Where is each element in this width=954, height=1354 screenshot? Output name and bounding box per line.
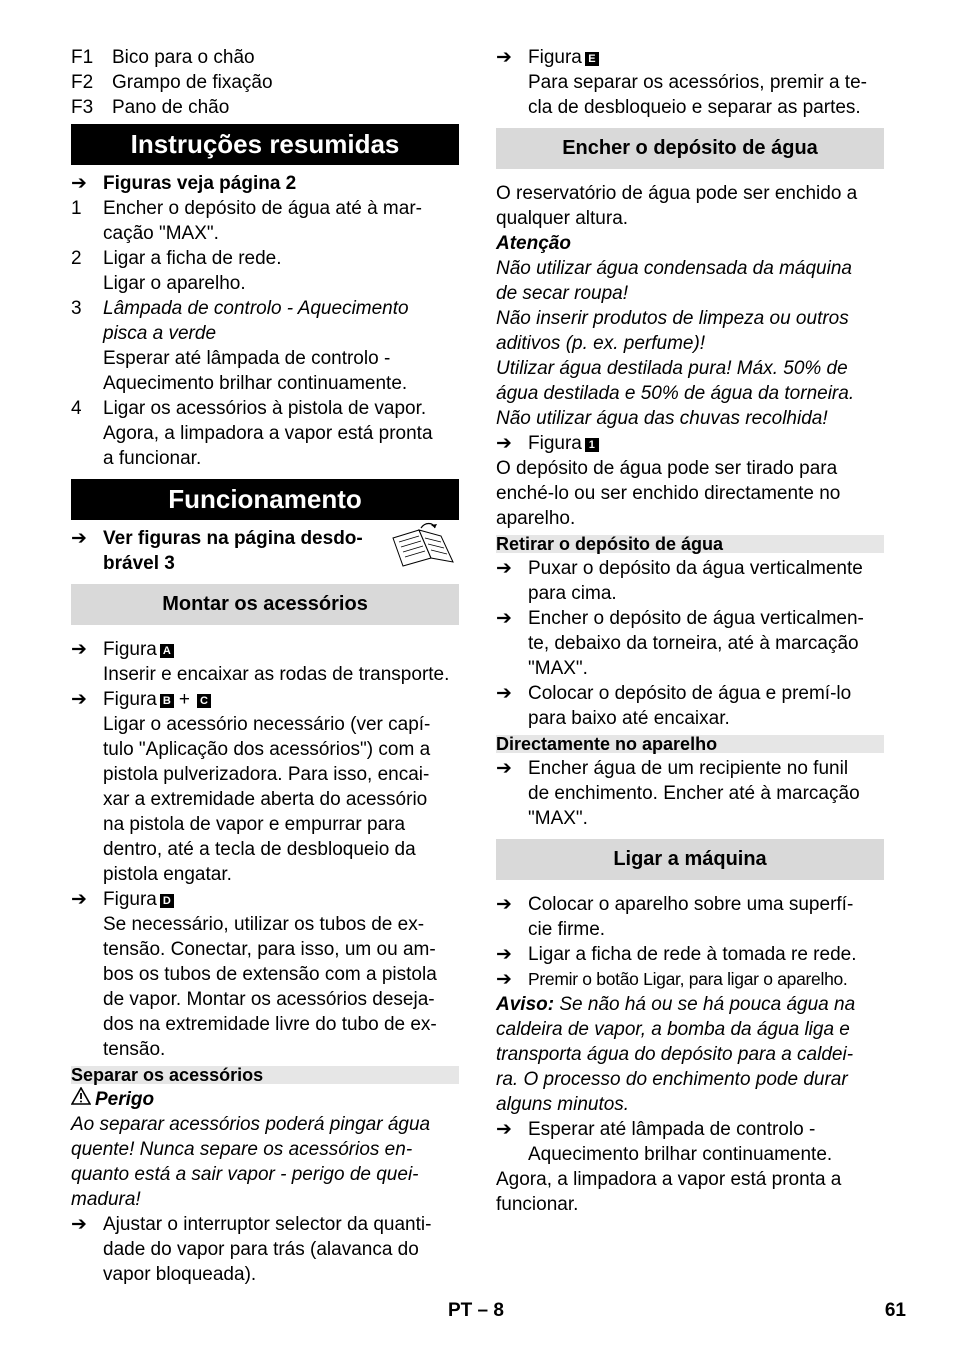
figure-ref-text <box>103 887 174 912</box>
note-text: Se não há ou se há pouca água na <box>554 994 856 1015</box>
footer-section-label: PT – 8 <box>448 1300 504 1321</box>
section-heading-operation: Funcionamento <box>71 479 459 520</box>
arrow-list-item <box>496 1117 884 1142</box>
subsection-heading-direct: Directamente no aparelho <box>496 735 884 753</box>
arrow-right-icon: ➔ <box>496 47 512 68</box>
step-number <box>71 346 103 371</box>
indent <box>496 1142 528 1167</box>
item-text: Ver figuras na página desdo- <box>103 528 363 549</box>
arrow-right-icon: ➔ <box>71 1214 87 1235</box>
step-text: cação "MAX". <box>103 223 219 244</box>
legend-item <box>71 95 459 120</box>
step-number: 2 <box>71 248 82 269</box>
step-text: Ligar o aparelho. <box>103 273 246 294</box>
attention-text: aditivos (p. ex. perfume)! <box>496 333 706 354</box>
item-text: dade do vapor para trás (alavanca do <box>103 1239 419 1260</box>
numbered-step-line <box>71 296 459 321</box>
arrow-list-item <box>496 631 884 656</box>
item-text: "MAX". <box>528 808 588 829</box>
step-number <box>71 221 103 246</box>
step-text: Ligar os acessórios à pistola de vapor. <box>103 398 427 419</box>
note-first-line <box>496 992 884 1017</box>
body-text: Agora, a limpadora a vapor está pronta a <box>496 1169 842 1190</box>
attention-text: Não inserir produtos de limpeza ou outros <box>496 308 849 329</box>
item-text: Encher o depósito de água verticalmen- <box>528 608 864 629</box>
subsection-heading-separate: Separar os acessórios <box>71 1066 459 1084</box>
item-text: de enchimento. Encher até à marcação <box>528 783 860 804</box>
legend-code: F2 <box>71 72 94 93</box>
figure-letter-icon: A <box>160 644 174 658</box>
instruction-text: tensão. <box>103 1039 166 1060</box>
body-text: funcionar. <box>496 1194 579 1215</box>
figure-letter-icon: E <box>585 52 599 66</box>
arrow-right-icon: ➔ <box>496 944 512 965</box>
body-text: enché-lo ou ser enchido directamente no <box>496 483 841 504</box>
note-text: alguns minutos. <box>496 1094 630 1115</box>
figure-reference <box>71 887 459 912</box>
arrow-right-icon: ➔ <box>496 758 512 779</box>
item-text: brável 3 <box>103 553 175 574</box>
arrow-list-item <box>496 942 884 967</box>
step-number: 3 <box>71 298 82 319</box>
section-heading-quick: Instruções resumidas <box>71 124 459 165</box>
body-text: O reservatório de água pode ser enchido a <box>496 183 858 204</box>
danger-warning-text: madura! <box>71 1189 141 1210</box>
operation-intro <box>71 526 459 576</box>
item-text: Colocar o aparelho sobre uma superfí- <box>528 894 854 915</box>
arrow-right-icon: ➔ <box>496 1119 512 1140</box>
legend-code: F3 <box>71 97 94 118</box>
item-text: Encher água de um recipiente no funil <box>528 758 849 779</box>
arrow-list-item <box>496 917 884 942</box>
arrow-right-icon: ➔ <box>71 528 87 549</box>
instruction-text: cla de desbloqueio e separar as partes. <box>528 97 861 118</box>
note-text: caldeira de vapor, a bomba da água liga e <box>496 1019 850 1040</box>
page-number: 61 <box>884 1300 906 1321</box>
numbered-step-line <box>71 446 459 471</box>
attention-text: água destilada e 50% de água da torneira. <box>496 383 855 404</box>
instruction-text: tensão. Conectar, para isso, um ou am- <box>103 939 436 960</box>
figure-letter-icon: D <box>160 894 174 908</box>
arrow-right-icon: ➔ <box>496 894 512 915</box>
step-number: 4 <box>71 398 82 419</box>
step-number <box>71 321 103 346</box>
arrow-list-item <box>496 967 884 992</box>
danger-warning-text: quanto está a sair vapor - perigo de quei- <box>71 1164 419 1185</box>
figures-text: Figuras veja página 2 <box>103 173 297 194</box>
page-footer <box>0 1298 954 1323</box>
numbered-step-line <box>71 246 459 271</box>
figures-reference <box>71 171 459 196</box>
indent <box>496 656 528 681</box>
item-text: te, debaixo da torneira, até à marcação <box>528 633 859 654</box>
numbered-step-line <box>71 321 459 346</box>
step-number <box>71 371 103 396</box>
instruction-text: pistola pulverizadora. Para isso, encai- <box>103 764 430 785</box>
subsection-heading-switch: Ligar a máquina <box>496 839 884 880</box>
step-text: Encher o depósito de água até à mar- <box>103 198 422 219</box>
subsection-heading-remove: Retirar o depósito de água <box>496 535 884 553</box>
item-text: Colocar o depósito de água e premí-lo <box>528 683 852 704</box>
figure-reference <box>496 45 884 70</box>
arrow-list-item <box>496 656 884 681</box>
figure-ref-text <box>528 431 599 456</box>
arrow-list-item <box>496 781 884 806</box>
indent <box>496 706 528 731</box>
note-label: Aviso: <box>496 994 555 1015</box>
danger-warning-text: quente! Nunca separe os acessórios en- <box>71 1139 413 1160</box>
arrow-list-item <box>496 606 884 631</box>
arrow-list-item <box>71 1212 459 1237</box>
indent <box>71 1262 103 1287</box>
numbered-step-line <box>71 221 459 246</box>
indent <box>71 1237 103 1262</box>
figure-word: Figura <box>103 639 157 660</box>
numbered-step-line <box>71 421 459 446</box>
arrow-list-item <box>496 806 884 831</box>
attention-text: de secar roupa! <box>496 283 629 304</box>
arrow-list-item <box>71 1237 459 1262</box>
body-text: qualquer altura. <box>496 208 629 229</box>
figure-word: Figura <box>103 889 157 910</box>
step-text: Agora, a limpadora a vapor está pronta <box>103 423 433 444</box>
attention-label: Atenção <box>496 233 571 254</box>
body-text: aparelho. <box>496 508 576 529</box>
arrow-list-item <box>71 1262 459 1287</box>
item-text: para baixo até encaixar. <box>528 708 730 729</box>
instruction-text: na pistola de vapor e empurrar para <box>103 814 406 835</box>
arrow-list-item <box>496 756 884 781</box>
legend-text: Pano de chão <box>112 97 230 118</box>
indent <box>496 781 528 806</box>
legend-text: Grampo de fixação <box>112 72 273 93</box>
arrow-right-icon: ➔ <box>71 689 87 710</box>
indent <box>496 631 528 656</box>
figure-ref-text <box>103 637 174 662</box>
arrow-right-icon: ➔ <box>496 608 512 629</box>
indent <box>496 917 528 942</box>
step-text: pisca a verde <box>103 323 217 344</box>
fold-out-manual-icon <box>391 522 459 575</box>
body-text: O depósito de água pode ser tirado para <box>496 458 838 479</box>
figure-letter-icon: 1 <box>585 438 599 452</box>
instruction-text: pistola engatar. <box>103 864 232 885</box>
arrow-list-item <box>496 1142 884 1167</box>
legend-code: F1 <box>71 47 94 68</box>
arrow-right-icon: ➔ <box>71 173 87 194</box>
danger-text: Perigo <box>95 1089 155 1110</box>
arrow-right-icon: ➔ <box>496 558 512 579</box>
figure-reference <box>496 431 884 456</box>
arrow-list-item <box>496 556 884 581</box>
instruction-text: Se necessário, utilizar os tubos de ex- <box>103 914 425 935</box>
item-text: Ligar a ficha de rede à tomada re rede. <box>528 944 857 965</box>
step-number <box>71 446 103 471</box>
figure-word: Figura <box>528 433 582 454</box>
instruction-text: dentro, até a tecla de desbloqueio da <box>103 839 416 860</box>
subsection-heading-fill: Encher o depósito de água <box>496 128 884 169</box>
arrow-list-item <box>496 581 884 606</box>
numbered-step-line <box>71 271 459 296</box>
item-text: Premir o botão Ligar, para ligar o aparelho. <box>528 969 848 989</box>
numbered-step-line <box>71 346 459 371</box>
note-text: transporta água do depósito para a caldei- <box>496 1044 854 1065</box>
step-number <box>71 271 103 296</box>
instruction-text: Para separar os acessórios, premir a te- <box>528 72 867 93</box>
instruction-text: de vapor. Montar os acessórios deseja- <box>103 989 435 1010</box>
numbered-step-line <box>71 371 459 396</box>
instruction-text: xar a extremidade aberta do acessório <box>103 789 428 810</box>
legend-text: Bico para o chão <box>112 47 255 68</box>
arrow-right-icon: ➔ <box>71 889 87 910</box>
figure-word: Figura <box>528 47 582 68</box>
instruction-text: Inserir e encaixar as rodas de transporte. <box>103 664 450 685</box>
item-text: Aquecimento brilhar continuamente. <box>528 1144 833 1165</box>
item-text: para cima. <box>528 583 617 604</box>
step-text: Aquecimento brilhar continuamente. <box>103 373 408 394</box>
subsection-heading-mount: Montar os acessórios <box>71 584 459 625</box>
item-text: "MAX". <box>528 658 588 679</box>
item-text: vapor bloqueada). <box>103 1264 257 1285</box>
danger-label <box>71 1087 459 1112</box>
danger-warning-text: Ao separar acessórios poderá pingar água <box>71 1114 431 1135</box>
indent <box>496 806 528 831</box>
right-column <box>496 45 884 1217</box>
item-text: Ajustar o interruptor selector da quanti- <box>103 1214 432 1235</box>
legend-item <box>71 45 459 70</box>
instruction-text: tulo "Aplicação dos acessórios") com a <box>103 739 431 760</box>
figure-letter-icon: B <box>160 694 174 708</box>
instruction-text: Ligar o acessório necessário (ver capí- <box>103 714 431 735</box>
step-text: Lâmpada de controlo - Aquecimento <box>103 298 409 319</box>
figure-ref-text <box>528 45 599 70</box>
arrow-right-icon: ➔ <box>71 639 87 660</box>
figure-reference <box>71 637 459 662</box>
instruction-text: dos na extremidade livre do tubo de ex- <box>103 1014 437 1035</box>
figure-word: Figura <box>103 689 157 710</box>
arrow-list-item <box>496 706 884 731</box>
legend-item <box>71 70 459 95</box>
arrow-right-icon: ➔ <box>496 969 512 990</box>
indent <box>71 551 103 576</box>
figure-letter-icon: C <box>197 694 211 708</box>
left-column <box>71 45 459 1287</box>
step-text: Esperar até lâmpada de controlo - <box>103 348 391 369</box>
step-text: a funcionar. <box>103 448 202 469</box>
step-text: Ligar a ficha de rede. <box>103 248 282 269</box>
arrow-list-item <box>496 892 884 917</box>
warning-triangle-icon <box>71 1087 95 1112</box>
attention-text: Utilizar água destilada pura! Máx. 50% de <box>496 358 848 379</box>
arrow-list-item <box>496 681 884 706</box>
step-number <box>71 421 103 446</box>
indent <box>496 581 528 606</box>
item-text: Puxar o depósito da água verticalmente <box>528 558 863 579</box>
figure-ref-text <box>103 687 211 712</box>
item-text: Esperar até lâmpada de controlo - <box>528 1119 816 1140</box>
numbered-step-line <box>71 196 459 221</box>
attention-text: Não utilizar água das chuvas recolhida! <box>496 408 828 429</box>
arrow-right-icon: ➔ <box>496 683 512 704</box>
item-text: cie firme. <box>528 919 606 940</box>
arrow-right-icon: ➔ <box>496 433 512 454</box>
instruction-text: bos os tubos de extensão com a pistola <box>103 964 437 985</box>
numbered-step-line <box>71 396 459 421</box>
note-text: ra. O processo do enchimento pode durar <box>496 1069 848 1090</box>
plus-sign: + <box>178 689 190 710</box>
figure-reference <box>71 687 459 712</box>
step-number: 1 <box>71 198 82 219</box>
attention-text: Não utilizar água condensada da máquina <box>496 258 852 279</box>
